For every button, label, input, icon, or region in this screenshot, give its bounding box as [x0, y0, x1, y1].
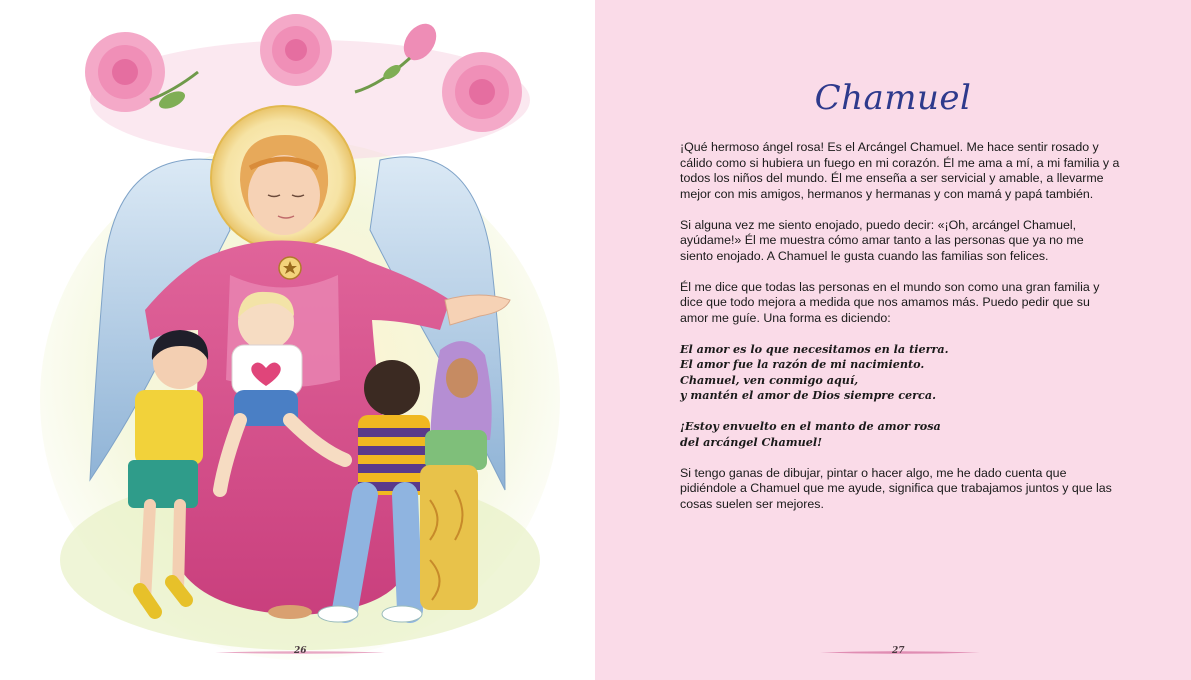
page-number-right: 27: [892, 646, 905, 656]
archangel-illustration: [0, 0, 595, 680]
left-page: [0, 0, 595, 680]
page-body: [680, 140, 1120, 528]
prayer-line: y mantén el amor de Dios siempre cerca.: [680, 388, 936, 402]
rose-icon: [442, 52, 522, 132]
prayer-line: Chamuel, ven conmigo aquí,: [680, 372, 859, 387]
affirmation-line: ¡Estoy envuelto en el manto de amor rosa: [680, 419, 941, 433]
paragraph: Si alguna vez me siento enojado, puedo decir: «¡Oh, arcángel Chamuel, ayúdame!» Él me muestra cómo amar tanto a las personas que ya no me siento enojado. A Chamuel le gusta cuando las familias son felices.: [680, 217, 1084, 263]
prayer-line: El amor fue la razón de mi nacimiento.: [680, 357, 925, 371]
paragraph: ¡Qué hermoso ángel rosa! Es el Arcángel Chamuel. Me hace sentir rosado y cálido como si hubiera un fuego en mi corazón. Él me ama a mí, a mi familia y a todos los niños del mundo. Él me enseña a ser servicial y amable, a llevarme mejor con mis amigos, hermanos y hermanas y con mamá y papá también.: [680, 140, 1120, 201]
rose-icon: [260, 14, 332, 86]
prayer-line: El amor es lo que necesitamos en la tierra.: [680, 341, 949, 356]
affirmation-line: del arcángel Chamuel!: [680, 434, 823, 449]
prayer-verse: [680, 342, 1120, 404]
affirmation: [680, 419, 1120, 450]
page-title: Chamuel: [814, 78, 972, 118]
page-number-left: 26: [294, 646, 307, 656]
paragraph: Él me dice que todas las personas en el mundo son como una gran familia y dice que todo mejora a medida que nos amamos más. Puedo pedir que su amor me guíe. Una forma es diciendo:: [680, 279, 1100, 325]
right-page: [595, 0, 1191, 680]
closing-paragraph: Si tengo ganas de dibujar, pintar o hacer algo, me he dado cuenta que pidiéndole a Chamuel que me ayude, significa que trabajamos juntos y que las cosas suelen ser mejores.: [680, 465, 1112, 511]
